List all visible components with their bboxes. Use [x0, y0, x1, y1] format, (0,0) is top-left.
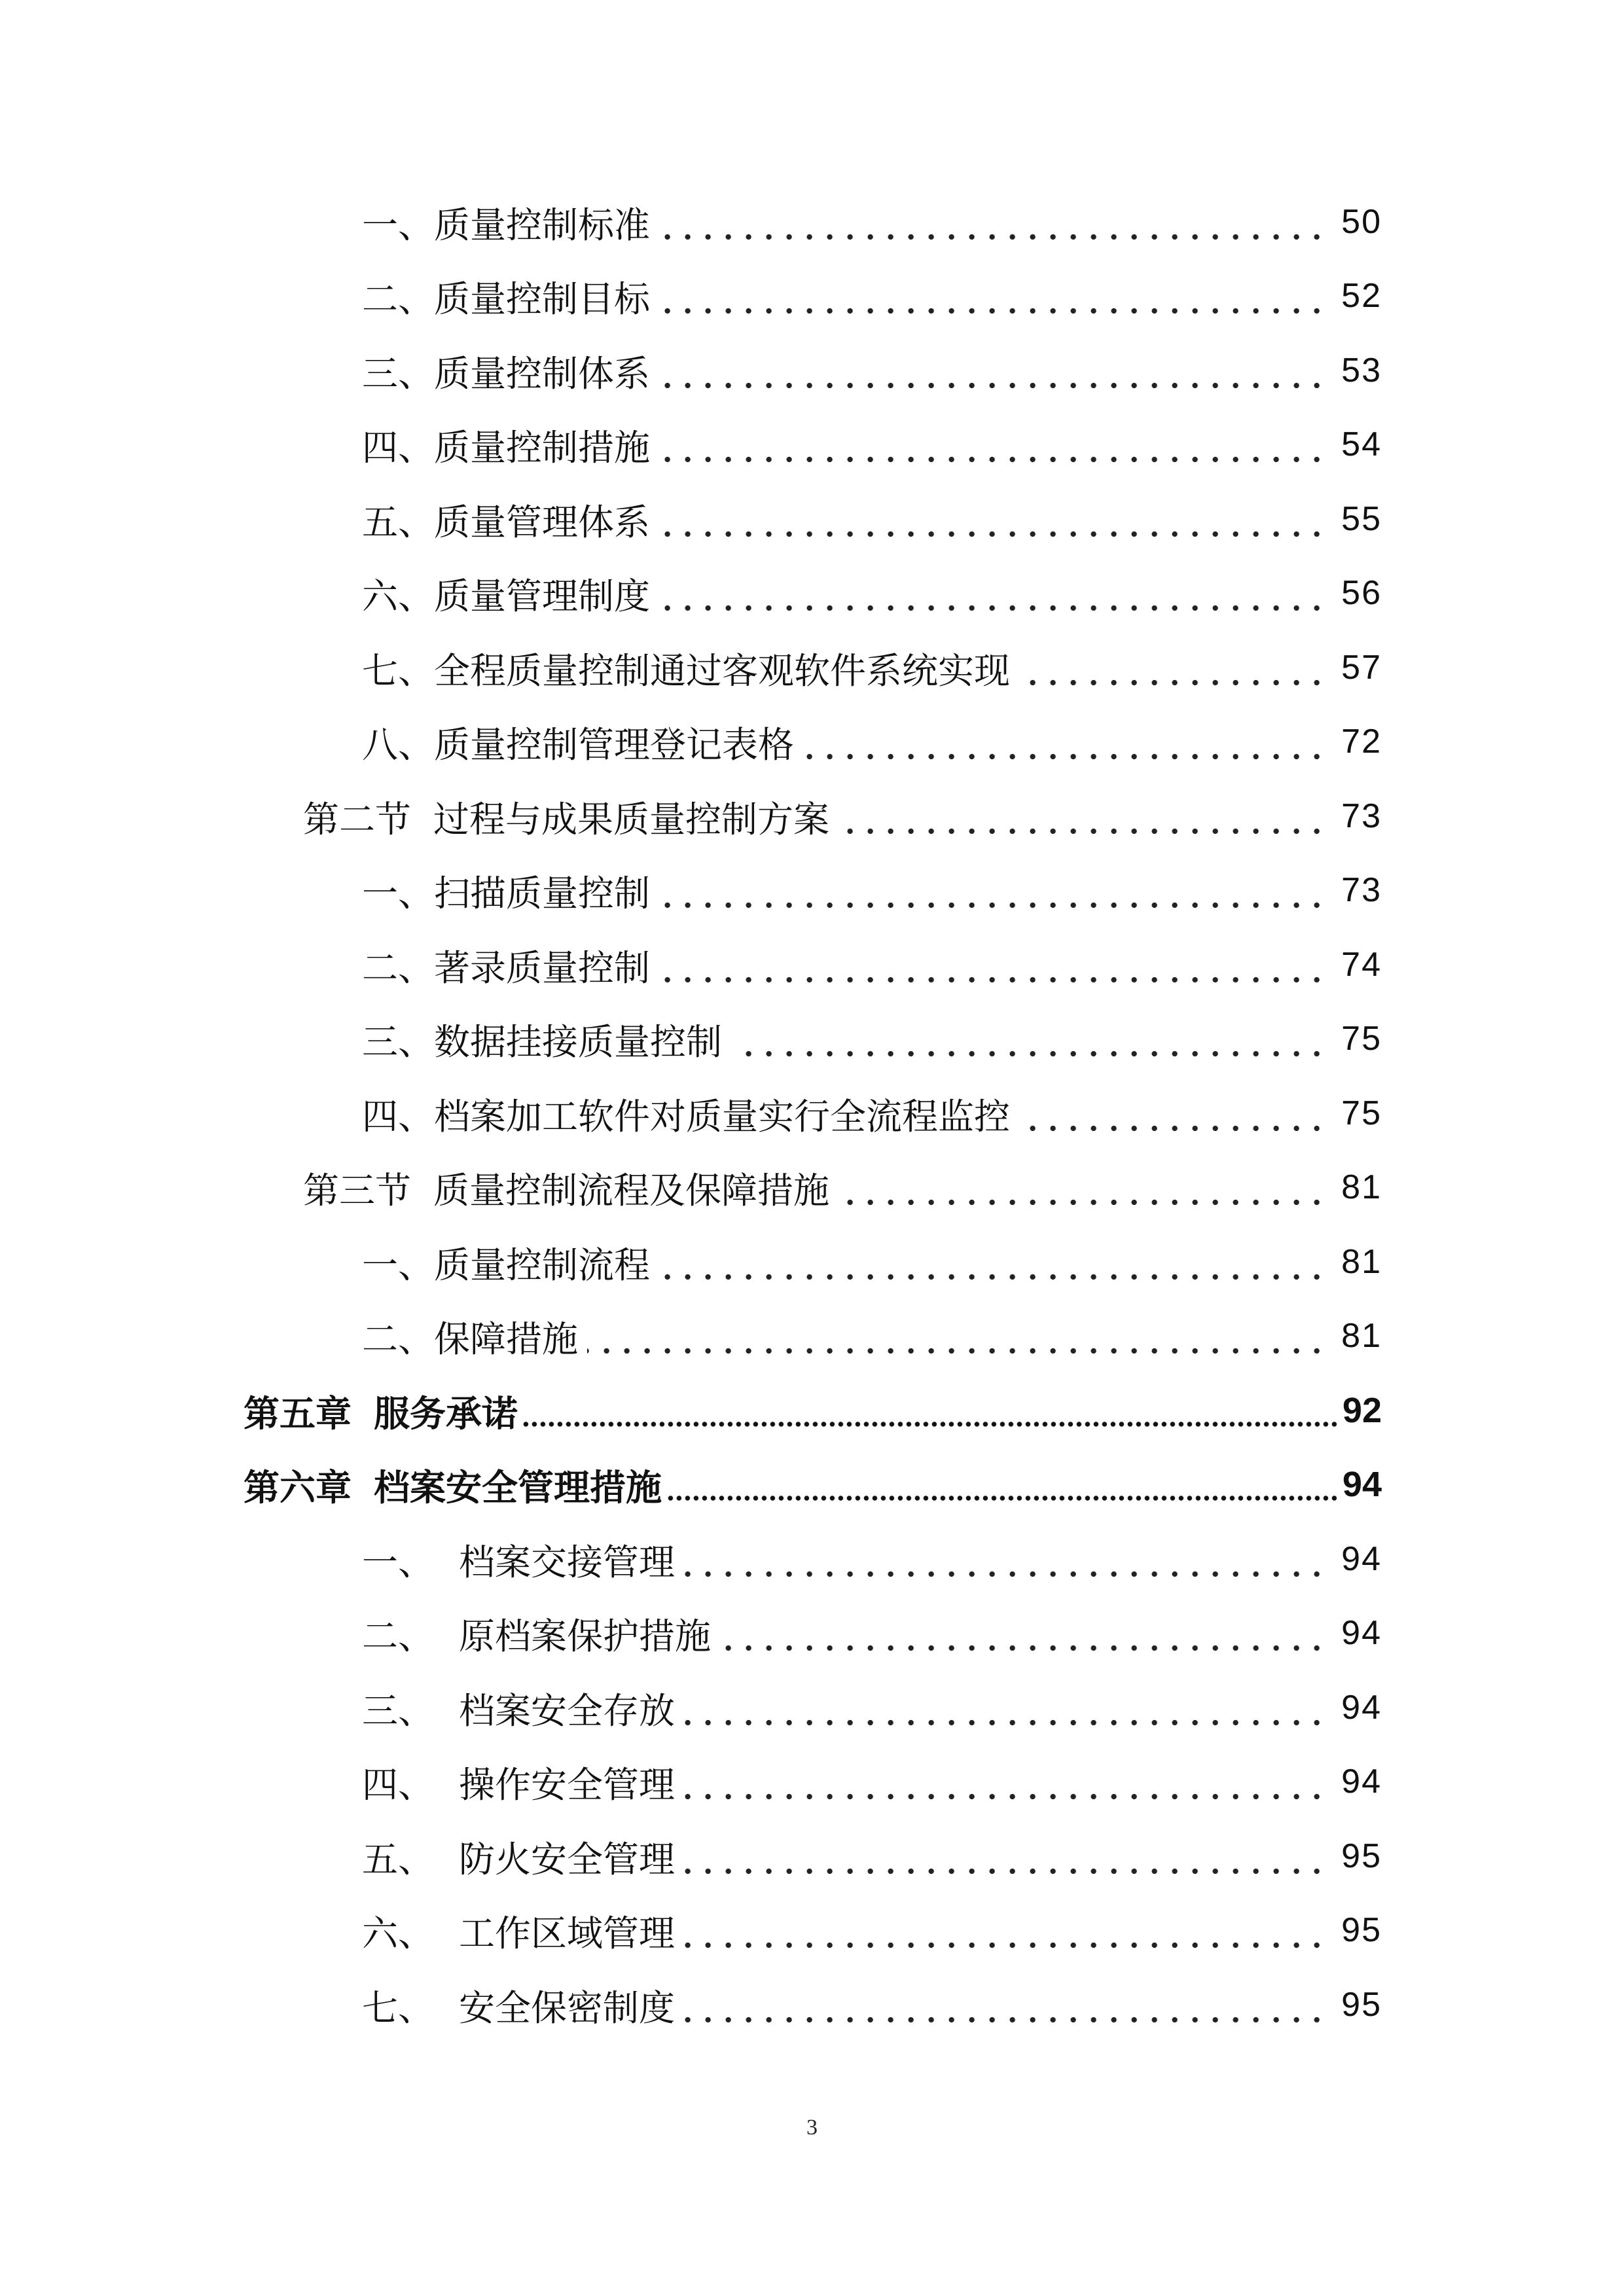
toc-entry-page: 55: [1341, 500, 1382, 538]
toc-entry[interactable]: [362, 1232, 1382, 1291]
toc-chapter-page: 94: [1342, 1465, 1382, 1504]
toc-entry-page: 75: [1341, 1094, 1382, 1132]
toc-entry-page: 73: [1341, 871, 1382, 909]
toc-entry[interactable]: [362, 712, 1382, 771]
toc-entry[interactable]: [362, 1975, 1382, 2034]
toc-entry-title: 著录质量控制: [434, 946, 651, 989]
toc-entry[interactable]: [362, 1084, 1382, 1143]
toc-entry-title: 质量控制体系: [434, 352, 651, 395]
toc-entry[interactable]: [362, 192, 1382, 251]
toc-entry-page: 81: [1341, 1243, 1382, 1281]
toc-entry[interactable]: [362, 1604, 1382, 1662]
toc-entry-title: 质量控制标准: [434, 204, 651, 246]
toc-entry-title: 扫描质量控制: [434, 872, 651, 914]
page-number: 3: [806, 2115, 818, 2140]
toc-entry-title: 质量控制管理登记表格: [434, 723, 795, 766]
dot-leader: [659, 415, 1327, 474]
toc-entry-number: 二、: [362, 278, 435, 320]
toc-entry-number: 三、: [362, 1689, 435, 1732]
dot-leader: [839, 1158, 1327, 1217]
toc-entry-page: 95: [1341, 1986, 1382, 2024]
toc-entry-number: 七、: [362, 649, 435, 692]
dot-leader: [684, 1827, 1327, 1886]
toc-section-entry[interactable]: [303, 787, 1382, 846]
dot-leader: [659, 192, 1327, 251]
toc-entry[interactable]: [362, 490, 1382, 548]
dot-leader: [684, 1530, 1327, 1588]
toc-chapter-number: 第五章: [244, 1392, 352, 1435]
toc-entry-page: 57: [1341, 649, 1382, 687]
dot-leader: [659, 564, 1327, 622]
toc-entry-page: 95: [1341, 1911, 1382, 1949]
toc-entry-number: 二、: [362, 1615, 435, 1657]
toc-entry-number: 一、: [362, 1541, 435, 1583]
toc-chapter-entry[interactable]: [244, 1455, 1382, 1514]
toc-entry[interactable]: [362, 1009, 1382, 1068]
toc-entry[interactable]: [362, 638, 1382, 697]
dot-leader: [523, 1381, 1339, 1440]
toc-entry-title: 全程质量控制通过客观软件系统实现: [434, 649, 1011, 692]
toc-entry-page: 94: [1341, 1614, 1382, 1652]
dot-leader: [684, 1975, 1327, 2034]
toc-entry-number: 六、: [362, 1912, 435, 1954]
dot-leader: [684, 1752, 1327, 1811]
toc-entry-page: 94: [1341, 1763, 1382, 1801]
toc-chapter-title: 服务承诺: [374, 1392, 518, 1435]
toc-entry-title: 保障措施: [434, 1318, 579, 1360]
dot-leader: [587, 1306, 1327, 1365]
toc-chapter-number: 第六章: [244, 1466, 352, 1509]
toc-entry-page: 75: [1341, 1020, 1382, 1058]
toc-entry-page: 94: [1341, 1689, 1382, 1727]
toc-entry-number: 五、: [362, 501, 435, 543]
toc-entry-number: 七、: [362, 1986, 435, 2029]
toc-entry[interactable]: [362, 1901, 1382, 1960]
toc-entry-number: 一、: [362, 872, 435, 914]
toc-entry-page: 52: [1341, 277, 1382, 315]
toc-entry-page: 73: [1341, 797, 1382, 835]
toc-chapter-page: 92: [1342, 1391, 1382, 1430]
toc-entry-title: 档案安全存放: [459, 1689, 676, 1732]
toc-entry-title: 安全保密制度: [459, 1986, 676, 2029]
dot-leader: [659, 341, 1327, 400]
toc-entry-title: 档案交接管理: [459, 1541, 676, 1583]
dot-leader: [1019, 638, 1327, 697]
toc-entry[interactable]: [362, 1306, 1382, 1365]
toc-entry-title: 数据挂接质量控制: [434, 1020, 723, 1063]
dot-leader: [839, 787, 1327, 846]
dot-leader: [659, 1232, 1327, 1291]
toc-entry-title: 质量控制目标: [434, 278, 651, 320]
toc-chapter-entry[interactable]: [244, 1381, 1382, 1440]
dot-leader: [667, 1455, 1339, 1514]
toc-entry-page: 81: [1341, 1168, 1382, 1206]
dot-leader: [803, 712, 1327, 771]
dot-leader: [720, 1604, 1327, 1662]
toc-entry-title: 质量控制流程: [434, 1244, 651, 1286]
toc-entry[interactable]: [362, 415, 1382, 474]
toc-entry-title: 质量管理制度: [434, 575, 651, 617]
toc-entry-page: 54: [1341, 425, 1382, 463]
toc-entry-page: 56: [1341, 574, 1382, 612]
dot-leader: [659, 266, 1327, 325]
toc-entry[interactable]: [362, 1752, 1382, 1811]
toc-entry-page: 81: [1341, 1317, 1382, 1355]
dot-leader: [1019, 1084, 1327, 1143]
toc-entry-title: 档案加工软件对质量实行全流程监控: [434, 1095, 1011, 1138]
toc-entry-page: 74: [1341, 946, 1382, 984]
toc-entry-number: 六、: [362, 575, 435, 617]
dot-leader: [659, 861, 1327, 920]
toc-entry-number: 一、: [362, 1244, 435, 1286]
dot-leader: [659, 935, 1327, 994]
toc-section-entry[interactable]: [303, 1158, 1382, 1217]
toc-entry[interactable]: [362, 266, 1382, 325]
toc-entry-number: 一、: [362, 204, 435, 246]
toc-entry[interactable]: [362, 341, 1382, 400]
toc-entry-title: 质量管理体系: [434, 501, 651, 543]
toc-entry-title: 原档案保护措施: [459, 1615, 712, 1657]
toc-entry-page: 72: [1341, 723, 1382, 761]
toc-chapter-title: 档案安全管理措施: [374, 1466, 662, 1509]
toc-entry-number: 四、: [362, 426, 435, 469]
toc-entry-number: 四、: [362, 1763, 435, 1806]
toc-entry[interactable]: [362, 564, 1382, 622]
toc-entry-number: 二、: [362, 946, 435, 989]
toc-section-number: 第三节: [303, 1169, 412, 1211]
toc-entry-number: 五、: [362, 1838, 435, 1880]
toc-entry[interactable]: [362, 861, 1382, 920]
toc-entry-title: 过程与成果质量控制方案: [433, 798, 830, 840]
toc-section-number: 第二节: [303, 798, 412, 840]
toc-entry-title: 质量控制流程及保障措施: [433, 1169, 830, 1211]
toc-entry[interactable]: [362, 1827, 1382, 1886]
toc-entry-title: 工作区域管理: [459, 1912, 676, 1954]
toc-entry-number: 四、: [362, 1095, 435, 1138]
toc-entry[interactable]: [362, 1678, 1382, 1737]
toc-entry-title: 操作安全管理: [459, 1763, 676, 1806]
toc-entry-title: 质量控制措施: [434, 426, 651, 469]
toc-entry-title: 防火安全管理: [459, 1838, 676, 1880]
dot-leader: [659, 490, 1327, 548]
toc-entry-number: 三、: [362, 1020, 435, 1063]
dot-leader: [684, 1901, 1327, 1960]
toc-entry[interactable]: [362, 935, 1382, 994]
toc-entry-number: 三、: [362, 352, 435, 395]
toc-entry-page: 94: [1341, 1540, 1382, 1578]
toc-entry-page: 50: [1341, 203, 1382, 241]
toc-entry-page: 95: [1341, 1837, 1382, 1875]
toc-entry-number: 二、: [362, 1318, 435, 1360]
toc-entry[interactable]: [362, 1530, 1382, 1588]
toc-entry-number: 八、: [362, 723, 435, 766]
dot-leader: [731, 1009, 1327, 1068]
toc-entry-page: 53: [1341, 351, 1382, 389]
dot-leader: [684, 1678, 1327, 1737]
